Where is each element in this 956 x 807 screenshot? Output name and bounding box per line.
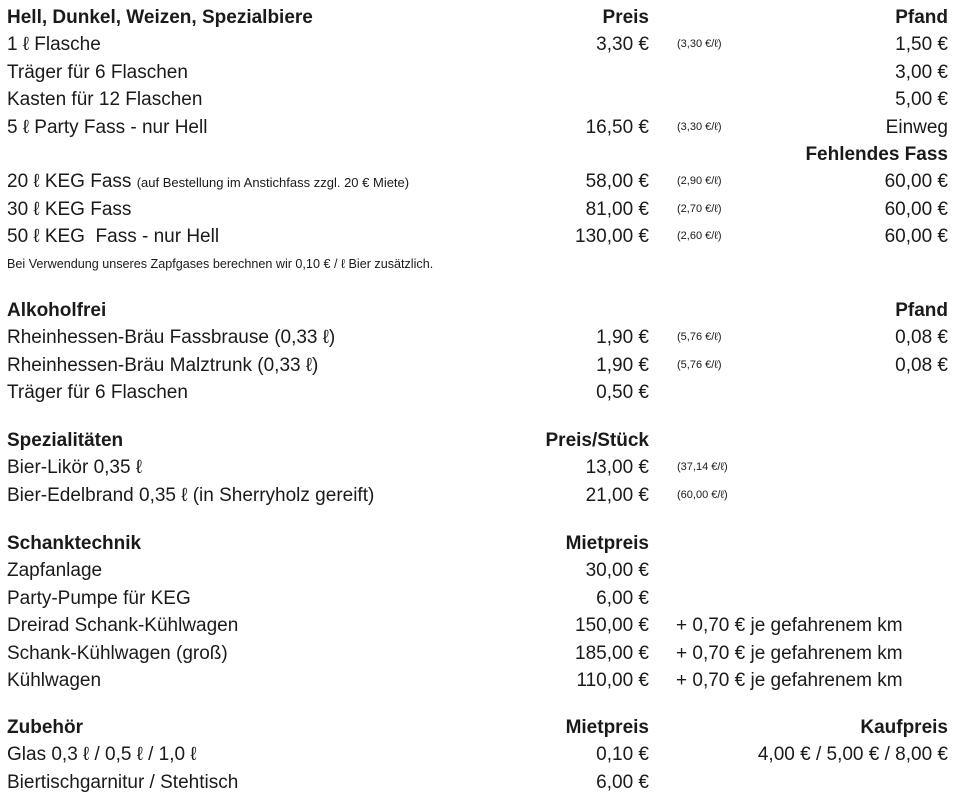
item-deposit: 60,00 € — [884, 171, 948, 193]
item-name: Bier-Edelbrand 0,35 ℓ (in Sherryholz gereift) — [7, 484, 375, 506]
item-name: 30 ℓ KEG Fass — [7, 198, 132, 220]
price-column-header: Preis — [602, 7, 649, 28]
rental-price-column-header: Mietpreis — [565, 717, 649, 738]
item-price: 16,50 € — [585, 116, 649, 138]
item-name: Party-Pumpe für KEG — [7, 587, 191, 609]
deposit-column-header: Pfand — [895, 300, 948, 321]
item-km-surcharge: + 0,70 € je gefahrenem km — [676, 642, 903, 664]
price-row — [0, 196, 956, 223]
alcohol-free-header-row — [0, 297, 956, 324]
item-price: 0,10 € — [596, 744, 649, 766]
item-unit-price: (60,00 €/ℓ) — [677, 488, 728, 501]
alcohol-free-section-title: Alkoholfrei — [7, 300, 107, 321]
item-deposit: 60,00 € — [884, 226, 948, 248]
item-price: 3,30 € — [596, 34, 649, 56]
price-row — [0, 352, 956, 379]
missing-keg-header-row — [0, 141, 956, 168]
item-deposit: 1,50 € — [895, 34, 948, 56]
price-row — [0, 324, 956, 351]
item-price: 1,90 € — [596, 327, 649, 349]
item-name: Träger für 6 Flaschen — [7, 61, 188, 83]
item-price: 21,00 € — [585, 484, 649, 506]
rental-price-column-header: Mietpreis — [565, 533, 649, 554]
item-purchase-price: 4,00 € / 5,00 € / 8,00 € — [757, 744, 948, 766]
item-deposit: 60,00 € — [884, 198, 948, 220]
beer-section-title: Hell, Dunkel, Weizen, Spezialbiere — [7, 7, 313, 28]
item-unit-price: (5,76 €/ℓ) — [677, 358, 722, 371]
price-row — [0, 114, 956, 141]
gas-note-row — [0, 251, 956, 278]
item-km-surcharge: + 0,70 € je gefahrenem km — [676, 615, 903, 637]
item-name: 50 ℓ KEG Fass - nur Hell — [7, 226, 220, 248]
specialties-section — [0, 427, 956, 509]
item-unit-price: (3,30 €/ℓ) — [677, 38, 722, 51]
item-price: 30,00 € — [585, 560, 649, 582]
item-deposit: 3,00 € — [895, 61, 948, 83]
specialties-header-row — [0, 427, 956, 454]
item-name: Glas 0,3 ℓ / 0,5 ℓ / 1,0 ℓ — [7, 744, 197, 766]
item-price: 130,00 € — [575, 226, 649, 248]
item-price: 110,00 € — [576, 669, 649, 691]
purchase-price-column-header: Kaufpreis — [860, 717, 948, 738]
item-name: Kühlwagen — [7, 669, 102, 691]
item-name: 5 ℓ Party Fass - nur Hell — [7, 116, 208, 138]
item-deposit: 0,08 € — [895, 354, 948, 376]
beer-header-row — [0, 4, 956, 31]
item-name: Biertischgarnitur / Stehtisch — [7, 771, 239, 793]
item-price: 185,00 € — [575, 642, 649, 664]
item-unit-price: (2,90 €/ℓ) — [677, 175, 722, 188]
beer-section — [0, 4, 956, 278]
price-row — [0, 31, 956, 58]
item-unit-price: (2,60 €/ℓ) — [677, 230, 722, 243]
accessories-header-row — [0, 714, 956, 741]
item-unit-price: (2,70 €/ℓ) — [677, 202, 722, 215]
price-per-piece-column-header: Preis/Stück — [545, 430, 649, 451]
accessories-section-title: Zubehör — [7, 717, 83, 738]
item-unit-price: (37,14 €/ℓ) — [677, 461, 728, 474]
item-price: 6,00 € — [596, 771, 649, 793]
item-deposit: 0,08 € — [895, 327, 948, 349]
item-name: Dreirad Schank-Kühlwagen — [7, 615, 239, 637]
item-price: 58,00 € — [585, 171, 649, 193]
price-row — [0, 86, 956, 113]
price-row — [0, 168, 956, 195]
item-price: 6,00 € — [596, 587, 649, 609]
item-price: 1,90 € — [596, 354, 649, 376]
price-row — [0, 379, 956, 406]
item-name: Rheinhessen-Bräu Fassbrause (0,33 ℓ) — [7, 327, 336, 349]
item-price: 13,00 € — [585, 457, 649, 479]
accessories-section — [0, 714, 956, 796]
item-price: 150,00 € — [575, 615, 649, 637]
specialties-section-title: Spezialitäten — [7, 430, 124, 451]
item-note: (auf Bestellung im Anstichfass zzgl. 20 € Miete) — [136, 175, 410, 191]
item-unit-price: (3,30 €/ℓ) — [677, 120, 722, 133]
item-name — [7, 168, 409, 196]
price-row — [0, 640, 956, 667]
item-unit-price: (5,76 €/ℓ) — [677, 331, 722, 344]
item-name: 1 ℓ Flasche — [7, 34, 101, 56]
item-name: Zapfanlage — [7, 560, 103, 582]
price-row — [0, 59, 956, 86]
item-name: Schank-Kühlwagen (groß) — [7, 642, 228, 664]
item-price: 0,50 € — [596, 382, 649, 404]
price-row — [0, 769, 956, 796]
equipment-section-title: Schanktechnik — [7, 533, 142, 554]
deposit-column-header: Pfand — [895, 7, 948, 28]
item-name-text: 20 ℓ KEG Fass — [7, 171, 132, 193]
missing-keg-column-header: Fehlendes Fass — [805, 143, 948, 165]
price-row — [0, 741, 956, 768]
price-row — [0, 223, 956, 250]
price-row — [0, 667, 956, 694]
equipment-section — [0, 530, 956, 694]
equipment-header-row — [0, 530, 956, 557]
item-name: Träger für 6 Flaschen — [7, 382, 188, 404]
item-km-surcharge: + 0,70 € je gefahrenem km — [676, 669, 903, 691]
price-row — [0, 482, 956, 509]
item-name: Bier-Likör 0,35 ℓ — [7, 457, 142, 479]
gas-note: Bei Verwendung unseres Zapfgases berechnen wir 0,10 € / ℓ Bier zusätzlich. — [7, 256, 434, 271]
alcohol-free-section — [0, 297, 956, 407]
price-row — [0, 585, 956, 612]
price-row — [0, 454, 956, 481]
item-name: Rheinhessen-Bräu Malztrunk (0,33 ℓ) — [7, 354, 319, 376]
item-price: 81,00 € — [585, 198, 649, 220]
item-deposit: Einweg — [885, 116, 948, 138]
price-row — [0, 612, 956, 639]
price-row — [0, 557, 956, 584]
item-deposit: 5,00 € — [895, 89, 948, 111]
item-name: Kasten für 12 Flaschen — [7, 89, 203, 111]
